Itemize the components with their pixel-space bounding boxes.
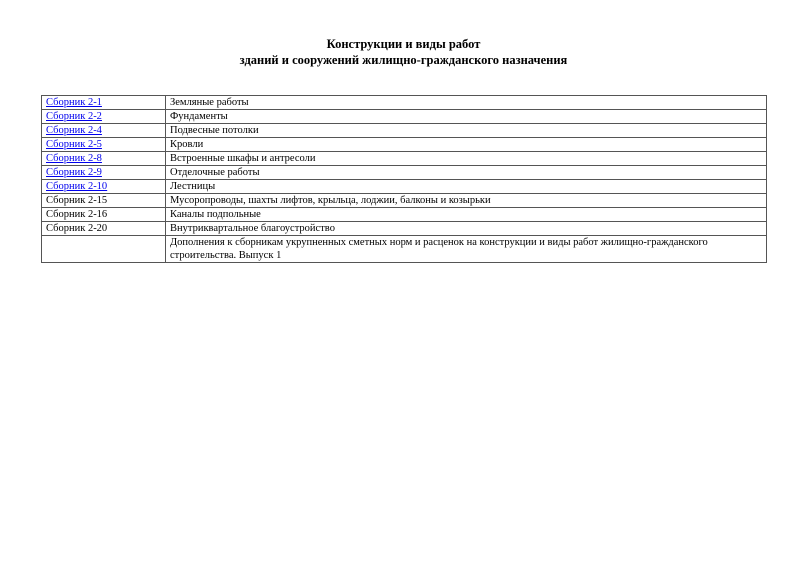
- collection-link-2-4[interactable]: Сборник 2-4: [46, 125, 102, 136]
- table-row: [42, 194, 767, 208]
- table-row: [42, 96, 767, 110]
- collection-link-2-5[interactable]: Сборник 2-5: [46, 139, 102, 150]
- description-cell: Земляные работы: [166, 96, 767, 110]
- collection-link-2-10[interactable]: Сборник 2-10: [46, 181, 108, 192]
- table-row: [42, 180, 767, 194]
- collection-link-2-2[interactable]: Сборник 2-2: [46, 111, 102, 122]
- description-cell: Мусоропроводы, шахты лифтов, крыльца, лоджии, балконы и козырьки: [166, 194, 767, 208]
- description-cell: Лестницы: [166, 180, 767, 194]
- collections-table: [41, 95, 767, 263]
- description-cell: Внутриквартальное благоустройство: [166, 222, 767, 236]
- table-row: [42, 208, 767, 222]
- code-cell: [42, 208, 166, 222]
- table-row: [42, 124, 767, 138]
- collection-link-2-8[interactable]: Сборник 2-8: [46, 153, 102, 164]
- collection-code-2-16: Сборник 2-16: [46, 209, 108, 220]
- code-cell: [42, 124, 166, 138]
- title-line-2: зданий и сооружений жилищно-гражданского назначения: [239, 53, 568, 67]
- description-cell: Кровли: [166, 138, 767, 152]
- collection-code-2-15: Сборник 2-15: [46, 195, 108, 206]
- code-cell: [42, 222, 166, 236]
- code-cell: [42, 96, 166, 110]
- code-cell: [42, 110, 166, 124]
- description-cell: Фундаменты: [166, 110, 767, 124]
- collection-link-2-1[interactable]: Сборник 2-1: [46, 97, 102, 108]
- description-cell: Отделочные работы: [166, 166, 767, 180]
- code-cell: [42, 138, 166, 152]
- description-cell: Подвесные потолки: [166, 124, 767, 138]
- collection-link-2-9[interactable]: Сборник 2-9: [46, 167, 102, 178]
- code-cell: [42, 194, 166, 208]
- code-cell-empty: [42, 236, 166, 263]
- collection-code-2-20: Сборник 2-20: [46, 223, 108, 234]
- table-row: [42, 152, 767, 166]
- table-row: [42, 138, 767, 152]
- page-title: [0, 36, 807, 68]
- table-row: [42, 222, 767, 236]
- description-cell: Дополнения к сборникам укрупненных сметных норм и расценок на конструкции и виды работ жилищно-гражданского строительства. Выпуск 1: [166, 236, 767, 263]
- table-row: [42, 236, 767, 263]
- title-line-1: Конструкции и виды работ: [326, 37, 481, 51]
- code-cell: [42, 152, 166, 166]
- table-row: [42, 110, 767, 124]
- description-cell: Каналы подпольные: [166, 208, 767, 222]
- table-row: [42, 166, 767, 180]
- code-cell: [42, 166, 166, 180]
- code-cell: [42, 180, 166, 194]
- description-cell: Встроенные шкафы и антресоли: [166, 152, 767, 166]
